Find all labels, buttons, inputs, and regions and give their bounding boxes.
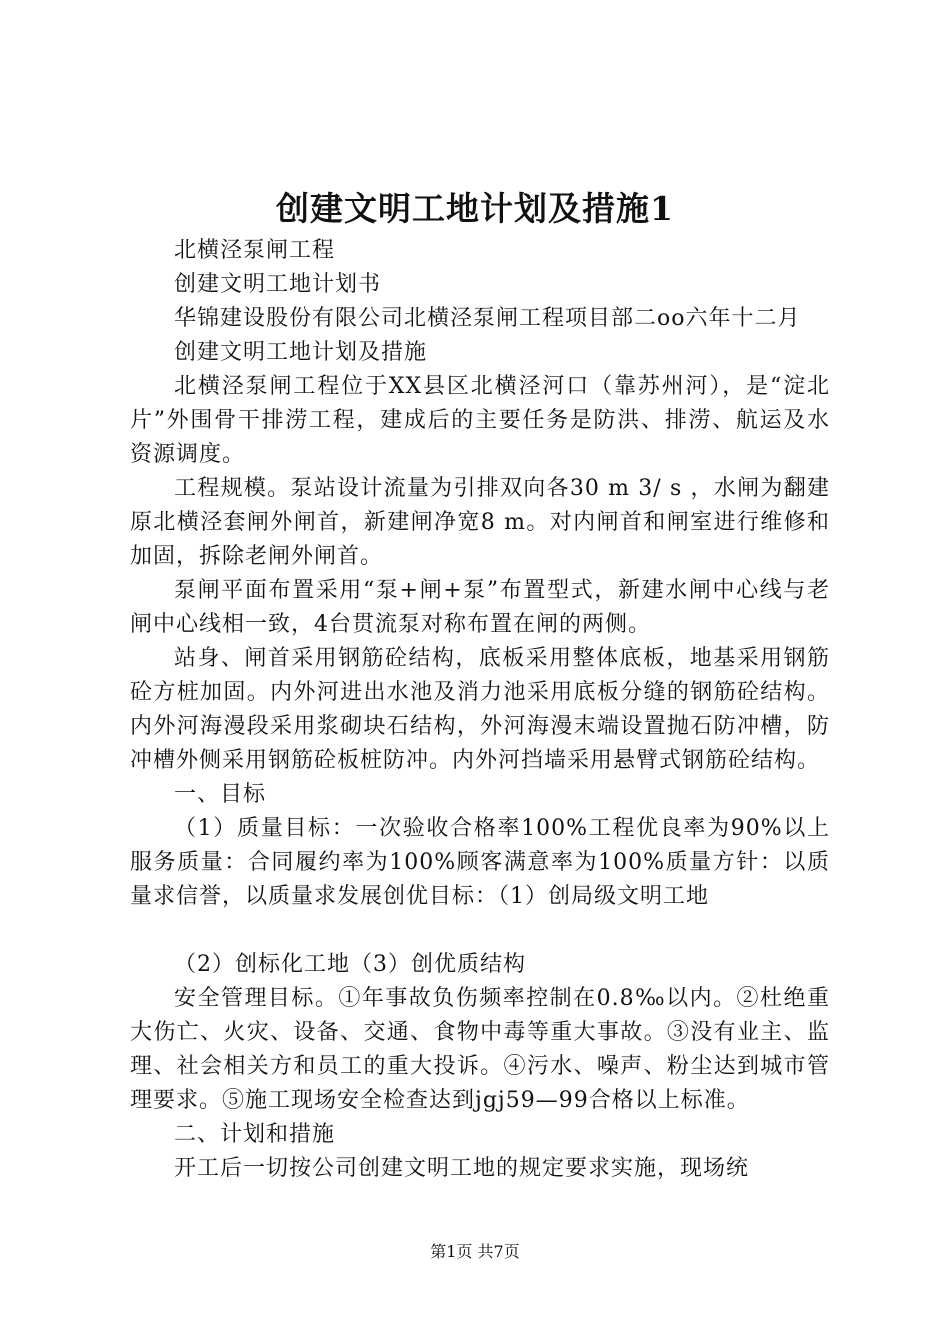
paragraph-company-date: 华锦建设股份有限公司北横泾泵闸工程项目部二oo六年十二月 [174,306,801,331]
paragraph-safety-goals: 安全管理目标。①年事故负伤频率控制在0.8‰以内。②杜绝重大伤亡、火灾、设备、交通、食物中毒等重大事故。③没有业主、监理、社会相关方和员工的重大投诉。④污水、噪声、粉尘达到城市管理要求。⑤施工现场安全检查达到jgj59—99合格以上标准。 [130,986,830,1113]
page-number: 第1页 共7页 [430,1242,520,1261]
paragraph-location: 北横泾泵闸工程位于XX县区北横泾河口（靠苏州河），是“淀北片”外围骨干排涝工程，建成后的主要任务是防洪、排涝、航运及水资源调度。 [130,374,830,467]
paragraph-section-heading: 创建文明工地计划及措施 [174,340,428,365]
document-title: 创建文明工地计划及措施1 [276,189,674,228]
paragraph-implementation: 开工后一切按公司创建文明工地的规定要求实施，现场统 [174,1156,750,1181]
page-footer [0,1240,950,1264]
paragraph-quality-goals: （1）质量目标：一次验收合格率100%工程优良率为90%以上服务质量：合同履约率为100%顾客满意率为100%质量方针：以质量求信誉，以质量求发展创优目标：（1）创局级文明工地 [130,816,830,909]
paragraph-quality-goals-cont: （2）创标化工地（3）创优质结构 [174,952,526,977]
paragraph-layout: 泵闸平面布置采用“泵+闸+泵”布置型式，新建水闸中心线与老闸中心线相一致，4台贯流泵对称布置在闸的两侧。 [130,578,830,637]
paragraph-structure: 站身、闸首采用钢筋砼结构，底板采用整体底板，地基采用钢筋砼方桩加固。内外河进出水池及消力池采用底板分缝的钢筋砼结构。内外河海漫段采用浆砌块石结构，外河海漫末端设置抛石防冲槽，防冲槽外侧采用钢筋砼板桩防冲。内外河挡墙采用悬臂式钢筋砼结构。 [130,646,830,773]
heading-goals: 一、目标 [174,782,267,807]
paragraph-project-name: 北横泾泵闸工程 [174,238,336,263]
paragraph-plan-title: 创建文明工地计划书 [174,272,382,297]
document-body [130,234,830,1186]
paragraph-scale: 工程规模。泵站设计流量为引排双向各30 m 3/ s ，水闸为翻建原北横泾套闸外闸首，新建闸净宽8 m。对内闸首和闸室进行维修和加固，拆除老闸外闸首。 [130,476,830,569]
heading-plan-measures: 二、计划和措施 [174,1122,336,1147]
